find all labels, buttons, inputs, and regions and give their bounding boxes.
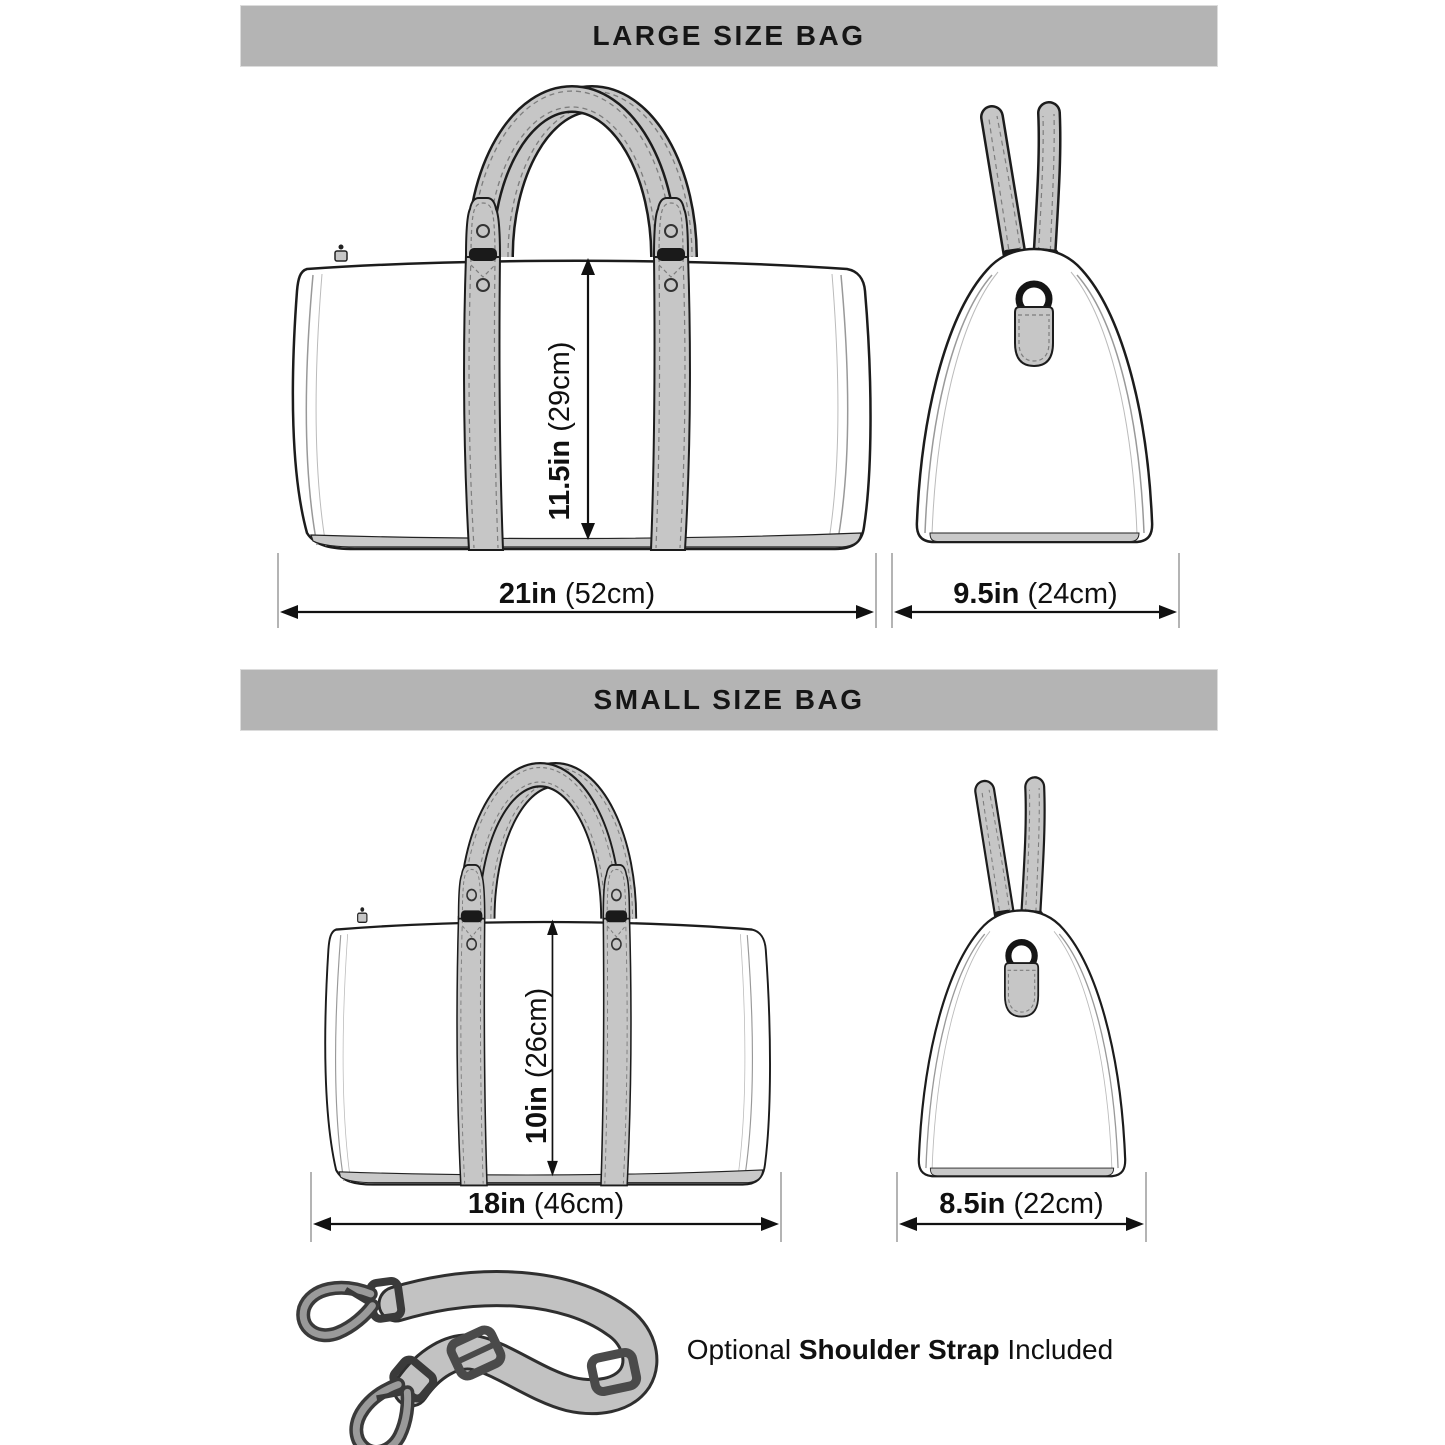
large-size-title: LARGE SIZE BAG [592, 20, 866, 51]
small-height-metric: (26cm) [521, 987, 553, 1087]
large-height-metric: (29cm) [544, 341, 576, 440]
large-size-header-bar [240, 5, 1218, 67]
small-depth-metric: (22cm) [1005, 1188, 1104, 1220]
large-depth-label [891, 578, 1180, 611]
small-height-value: 10in [521, 1086, 553, 1145]
small-size-title: SMALL SIZE BAG [593, 684, 865, 715]
small-size-header-bar [240, 669, 1218, 731]
small-width-label [310, 1188, 782, 1221]
note-suffix: Included [999, 1334, 1114, 1365]
note-prefix: Optional [686, 1334, 799, 1365]
shoulder-strap-note [660, 1334, 1140, 1366]
large-width-label [277, 578, 877, 611]
small-width-value: 18in [467, 1188, 526, 1220]
large-width-metric: (52cm) [556, 578, 656, 610]
large-bag-side-view-illustration [892, 103, 1177, 555]
small-height-label [517, 916, 557, 1216]
small-width-metric: (46cm) [525, 1188, 625, 1220]
large-depth-value: 9.5in [953, 578, 1020, 610]
large-height-label [540, 281, 580, 581]
note-highlight: Shoulder Strap [798, 1334, 1000, 1365]
snap-hook-icon [345, 1356, 443, 1445]
small-depth-label [896, 1188, 1147, 1221]
shoulder-strap-illustration [248, 1256, 688, 1442]
small-depth-value: 8.5in [939, 1188, 1006, 1220]
large-height-value: 11.5in [544, 439, 576, 521]
large-width-value: 21in [498, 578, 557, 610]
large-depth-metric: (24cm) [1019, 578, 1118, 610]
small-bag-side-view-illustration [897, 778, 1147, 1188]
